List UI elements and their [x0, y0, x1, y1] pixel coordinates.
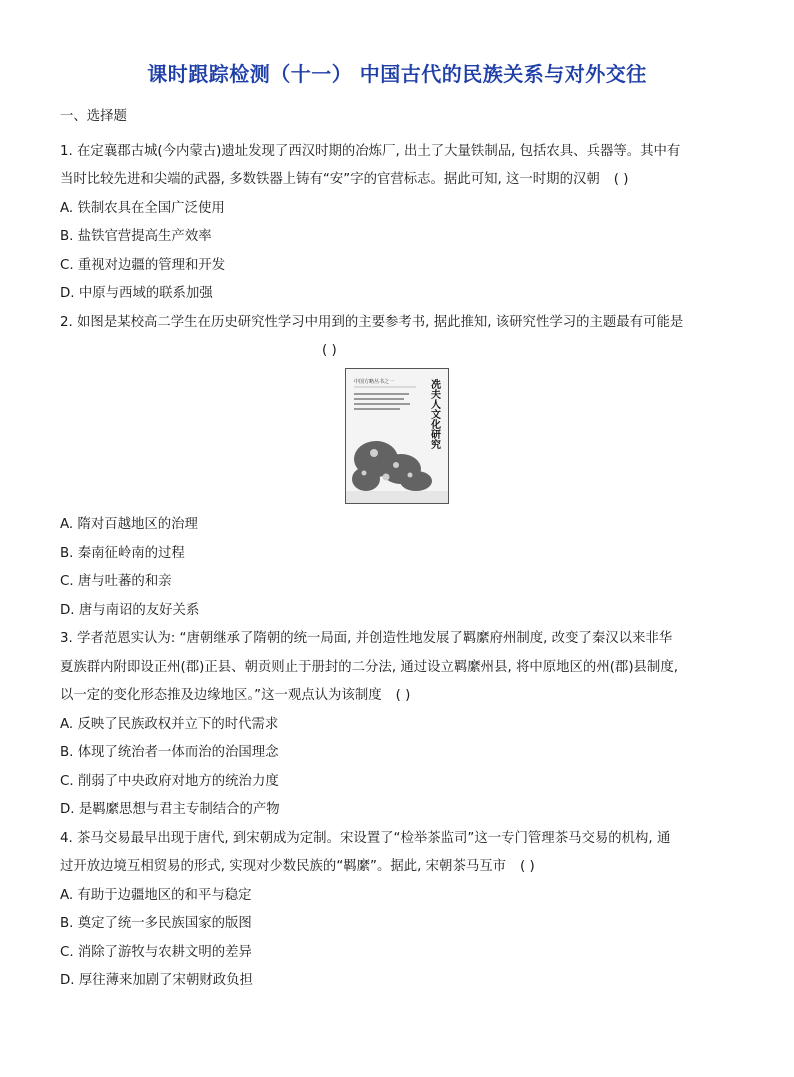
q3-option-a: A. 反映了民族政权并立下的时代需求	[60, 717, 279, 732]
book-top-text: 中国方略丛书之一	[354, 379, 395, 385]
q3-stem-line-3: 以一定的变化形态推及边缘地区。”这一观点认为该制度 ( )	[60, 688, 411, 703]
q4-stem-line-1: 4. 茶马交易最早出现于唐代, 到宋朝成为定制。宋设置了“检举茶监司”这一专门管理茶马交易的机构, 通	[60, 831, 671, 846]
q1-option-a: A. 铁制农具在全国广泛使用	[60, 201, 225, 216]
q3-option-c: C. 削弱了中央政府对地方的统治力度	[60, 774, 279, 789]
q2-option-d: D. 唐与南诏的友好关系	[60, 603, 200, 618]
q4-option-d: D. 厚往薄来加剧了宋朝财政负担	[60, 973, 253, 988]
q1-answer-blank[interactable]: ( )	[613, 172, 629, 187]
book-title-vertical: 冼夫人文化研究	[428, 379, 440, 449]
page-title: 课时跟踪检测（十一） 中国古代的民族关系与对外交往	[147, 62, 647, 86]
q1-stem-line-1: 1. 在定襄郡古城(今内蒙古)遗址发现了西汉时期的冶炼厂, 出土了大量铁制品, 包括农具、兵器等。其中有	[60, 144, 681, 159]
q3-stem-line-1: 3. 学者范恩实认为: “唐朝继承了隋朝的统一局面, 并创造性地发展了羁縻府州制度, 改变了秦汉以来非华	[60, 631, 673, 646]
q3-option-b: B. 体现了统治者一体而治的治国理念	[60, 745, 279, 760]
section-heading: 一、选择题	[60, 109, 127, 124]
q3-stem-line-2: 夏族群内附即设正州(郡)正县、朝贡则止于册封的二分法, 通过设立羁縻州县, 将中原地区的州(郡)县制度,	[60, 660, 678, 675]
q1-stem-line-2: 当时比较先进和尖端的武器, 多数铁器上铸有“安”字的官营标志。据此可知, 这一时期的汉朝 ( )	[60, 172, 629, 187]
book-cover-illustration	[346, 369, 448, 503]
q4-option-b: B. 奠定了统一多民族国家的版图	[60, 916, 252, 931]
q4-option-a: A. 有助于边疆地区的和平与稳定	[60, 888, 252, 903]
q1-option-d: D. 中原与西域的联系加强	[60, 286, 213, 301]
q4-stem-line-2: 过开放边境互相贸易的形式, 实现对少数民族的“羁縻”。据此, 宋朝茶马互市 ( )	[60, 859, 535, 874]
q2-stem-line-1: 2. 如图是某校高二学生在历史研究性学习中用到的主要参考书, 据此推知, 该研究性学习的主题最有可能是	[60, 315, 684, 330]
q3-answer-blank[interactable]: ( )	[395, 688, 411, 703]
q3-option-d: D. 是羁縻思想与君主专制结合的产物	[60, 802, 280, 817]
q2-option-b: B. 秦南征岭南的过程	[60, 546, 185, 561]
q2-answer-blank[interactable]: ( )	[322, 343, 337, 358]
book-cover-image	[345, 368, 449, 504]
q4-answer-blank[interactable]: ( )	[520, 859, 535, 874]
q2-option-a: A. 隋对百越地区的治理	[60, 517, 198, 532]
q1-option-b: B. 盐铁官营提高生产效率	[60, 229, 212, 244]
q4-option-c: C. 消除了游牧与农耕文明的差异	[60, 945, 252, 960]
q1-option-c: C. 重视对边疆的管理和开发	[60, 258, 226, 273]
q2-option-c: C. 唐与吐蕃的和亲	[60, 574, 172, 589]
